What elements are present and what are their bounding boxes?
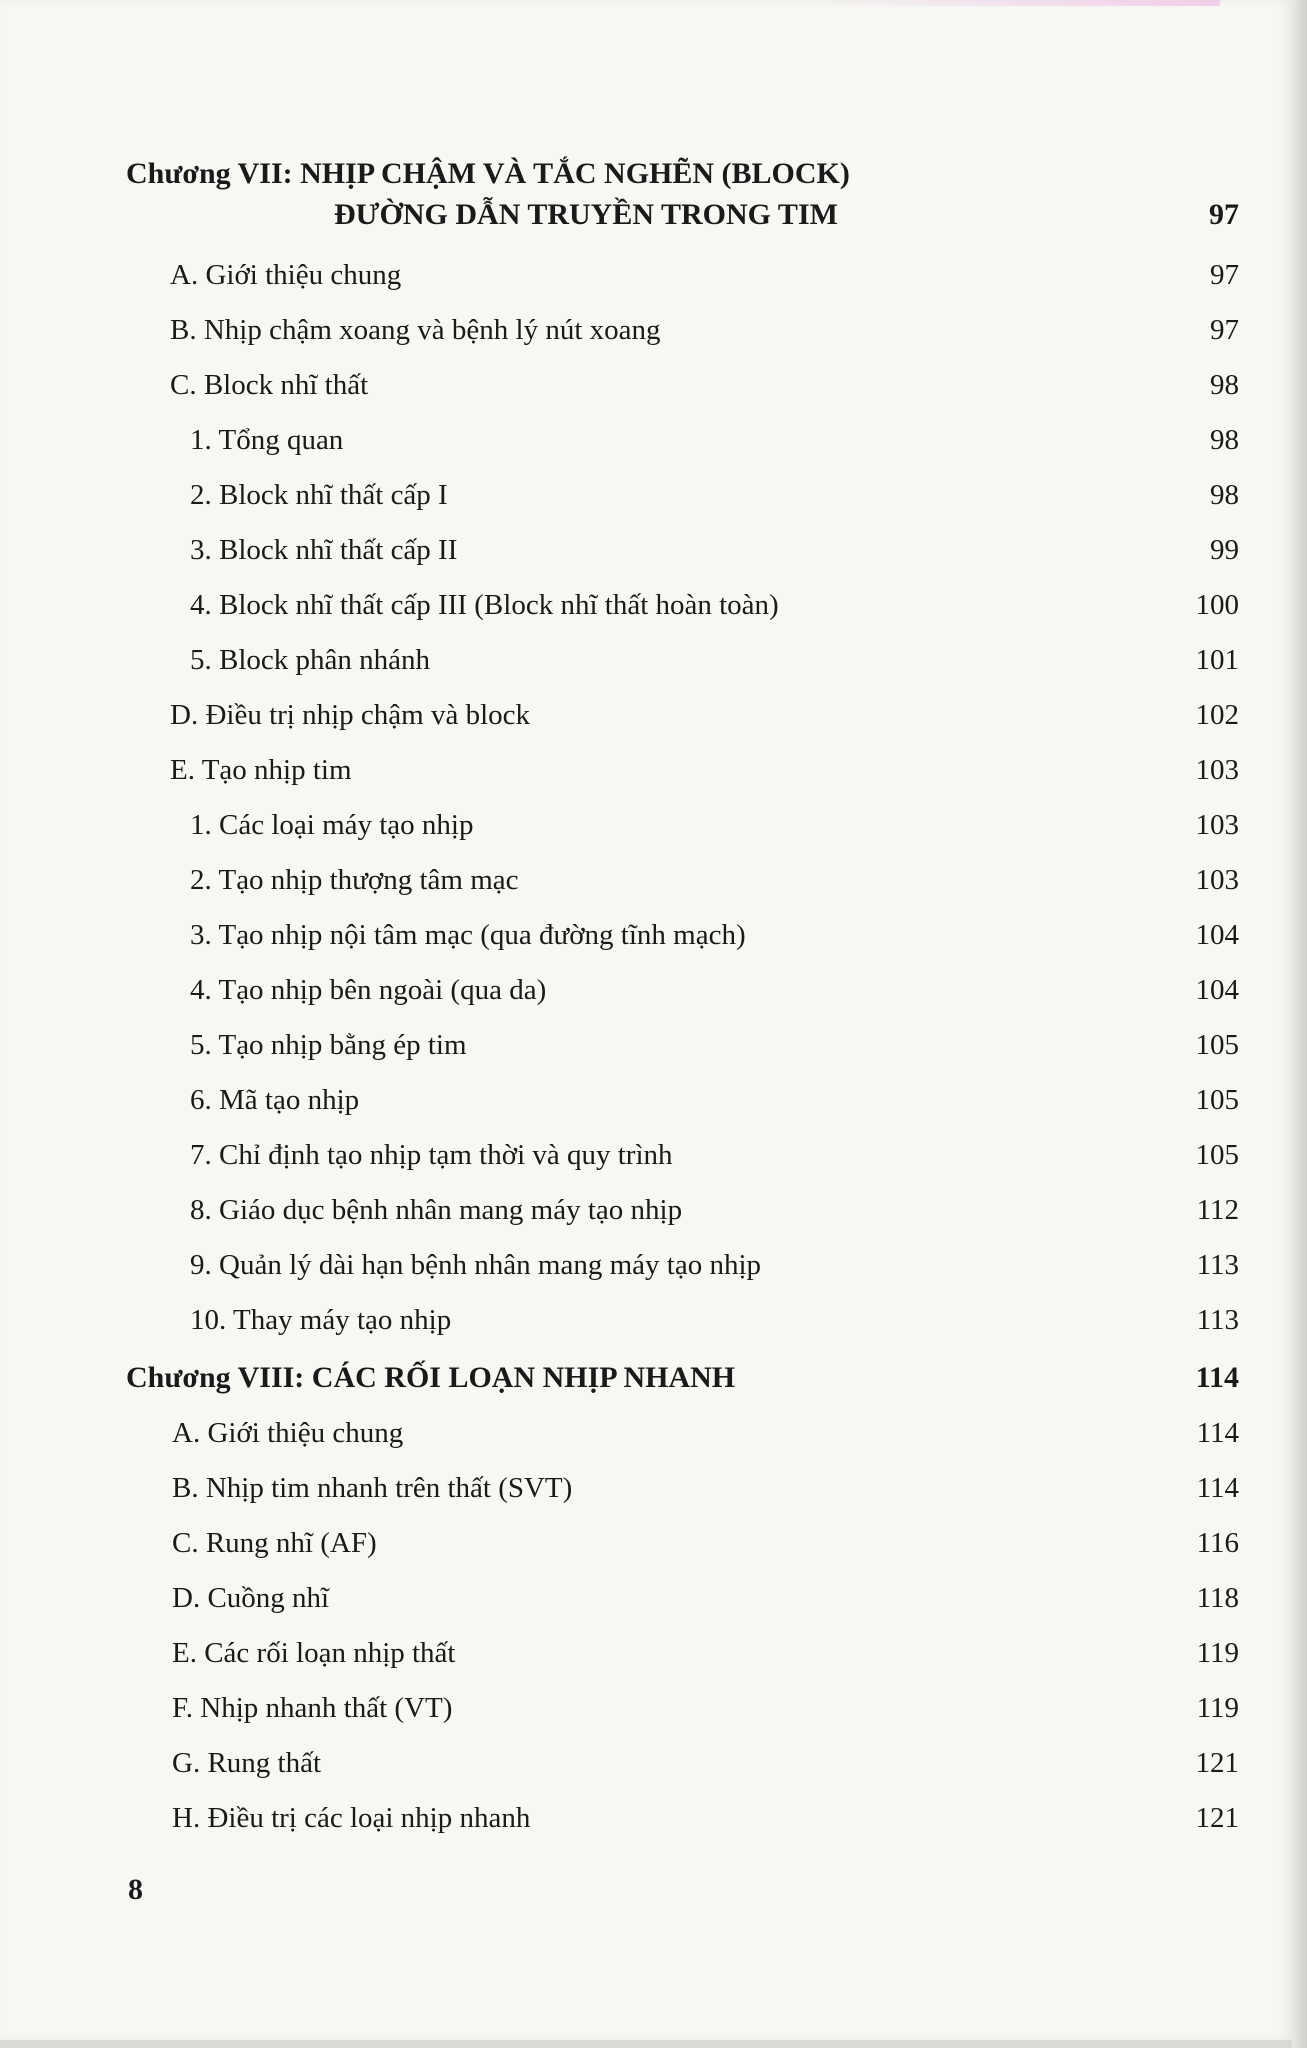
toc-entry-label: 7. Chỉ định tạo nhịp tạm thời và quy trình xyxy=(190,1139,673,1171)
toc-entry-label: 10. Thay máy tạo nhịp xyxy=(190,1304,452,1336)
toc-entry-label: 9. Quản lý dài hạn bệnh nhân mang máy tạo nhịp xyxy=(190,1249,762,1281)
page-ref: 105 xyxy=(1195,1029,1239,1061)
page-ref: 103 xyxy=(1195,754,1239,786)
toc-entry-label: C. Block nhĩ thất xyxy=(170,369,369,401)
chapter-title: Chương VII: NHỊP CHẬM VÀ TẮC NGHẼN (BLOCK) xyxy=(126,157,850,190)
toc-entry-label: B. Nhịp chậm xoang và bệnh lý nút xoang xyxy=(170,314,661,346)
page-ref: 114 xyxy=(1196,1472,1239,1504)
page-ref: 103 xyxy=(1195,864,1239,896)
page-ref: 98 xyxy=(1210,424,1239,456)
page-ref: 121 xyxy=(1195,1747,1239,1779)
toc-entry-label: 8. Giáo dục bệnh nhân mang máy tạo nhịp xyxy=(190,1194,683,1226)
page-ref: 99 xyxy=(1210,534,1239,566)
toc-entry-label: A. Giới thiệu chung xyxy=(172,1417,404,1449)
page-edge xyxy=(1292,0,1307,2048)
page-ref: 103 xyxy=(1195,809,1239,841)
toc-entry-label: D. Cuồng nhĩ xyxy=(172,1582,330,1614)
page-ref: 121 xyxy=(1195,1802,1239,1834)
toc-entry-label: E. Tạo nhịp tim xyxy=(170,754,352,786)
toc-entry-label: 5. Block phân nhánh xyxy=(190,644,431,676)
page-ref: 98 xyxy=(1210,369,1239,401)
page-ref: 104 xyxy=(1195,919,1239,951)
page-ref: 113 xyxy=(1196,1304,1239,1336)
toc-entry-label: 4. Tạo nhịp bên ngoài (qua da) xyxy=(190,974,547,1006)
page-ref: 97 xyxy=(1210,314,1239,346)
toc-entry-label: 5. Tạo nhịp bằng ép tim xyxy=(190,1029,467,1061)
toc-entry-label: 6. Mã tạo nhịp xyxy=(190,1084,360,1116)
toc-entry-label: B. Nhịp tim nhanh trên thất (SVT) xyxy=(172,1472,573,1504)
page-ref: 102 xyxy=(1195,699,1239,731)
page-ref: 119 xyxy=(1196,1637,1239,1669)
toc-entry-label: E. Các rối loạn nhịp thất xyxy=(172,1637,456,1669)
page-ref: 101 xyxy=(1195,644,1239,676)
page-ref: 97 xyxy=(1209,198,1239,231)
toc-entry-label: 3. Block nhĩ thất cấp II xyxy=(190,534,458,566)
page-ref: 114 xyxy=(1196,1417,1239,1449)
page-ref: 112 xyxy=(1196,1194,1239,1226)
toc-entry-label: A. Giới thiệu chung xyxy=(170,259,402,291)
toc-entry-label: 2. Tạo nhịp thượng tâm mạc xyxy=(190,864,519,896)
page-ref: 119 xyxy=(1196,1692,1239,1724)
page-ref: 100 xyxy=(1195,589,1239,621)
chapter-title-continued: ĐƯỜNG DẪN TRUYỀN TRONG TIM xyxy=(334,198,838,231)
toc-entry-label: 2. Block nhĩ thất cấp I xyxy=(190,479,448,511)
page-edge-tint xyxy=(820,0,1220,6)
page-ref: 116 xyxy=(1196,1527,1239,1559)
toc-entry-label: D. Điều trị nhịp chậm và block xyxy=(170,699,530,731)
toc-entry-label: 1. Tổng quan xyxy=(190,424,344,456)
page-ref: 105 xyxy=(1195,1084,1239,1116)
page-ref: 118 xyxy=(1196,1582,1239,1614)
page-ref: 113 xyxy=(1196,1249,1239,1281)
toc-entry-label: F. Nhịp nhanh thất (VT) xyxy=(172,1692,453,1724)
page-number: 8 xyxy=(128,1873,143,1906)
page-ref: 97 xyxy=(1210,259,1239,291)
page-ref: 98 xyxy=(1210,479,1239,511)
toc-entry-label: G. Rung thất xyxy=(172,1747,322,1779)
toc-entry-label: 3. Tạo nhịp nội tâm mạc (qua đường tĩnh mạch) xyxy=(190,919,746,951)
page-ref: 104 xyxy=(1195,974,1239,1006)
toc-entry-label: C. Rung nhĩ (AF) xyxy=(172,1527,377,1559)
toc-entry-label: H. Điều trị các loại nhịp nhanh xyxy=(172,1802,531,1834)
toc-entry-label: 4. Block nhĩ thất cấp III (Block nhĩ thất hoàn toàn) xyxy=(190,589,779,621)
page-ref: 105 xyxy=(1195,1139,1239,1171)
toc-entry-label: 1. Các loại máy tạo nhịp xyxy=(190,809,474,841)
chapter-title: Chương VIII: CÁC RỐI LOẠN NHỊP NHANH xyxy=(126,1361,736,1394)
page-ref: 114 xyxy=(1195,1361,1239,1394)
